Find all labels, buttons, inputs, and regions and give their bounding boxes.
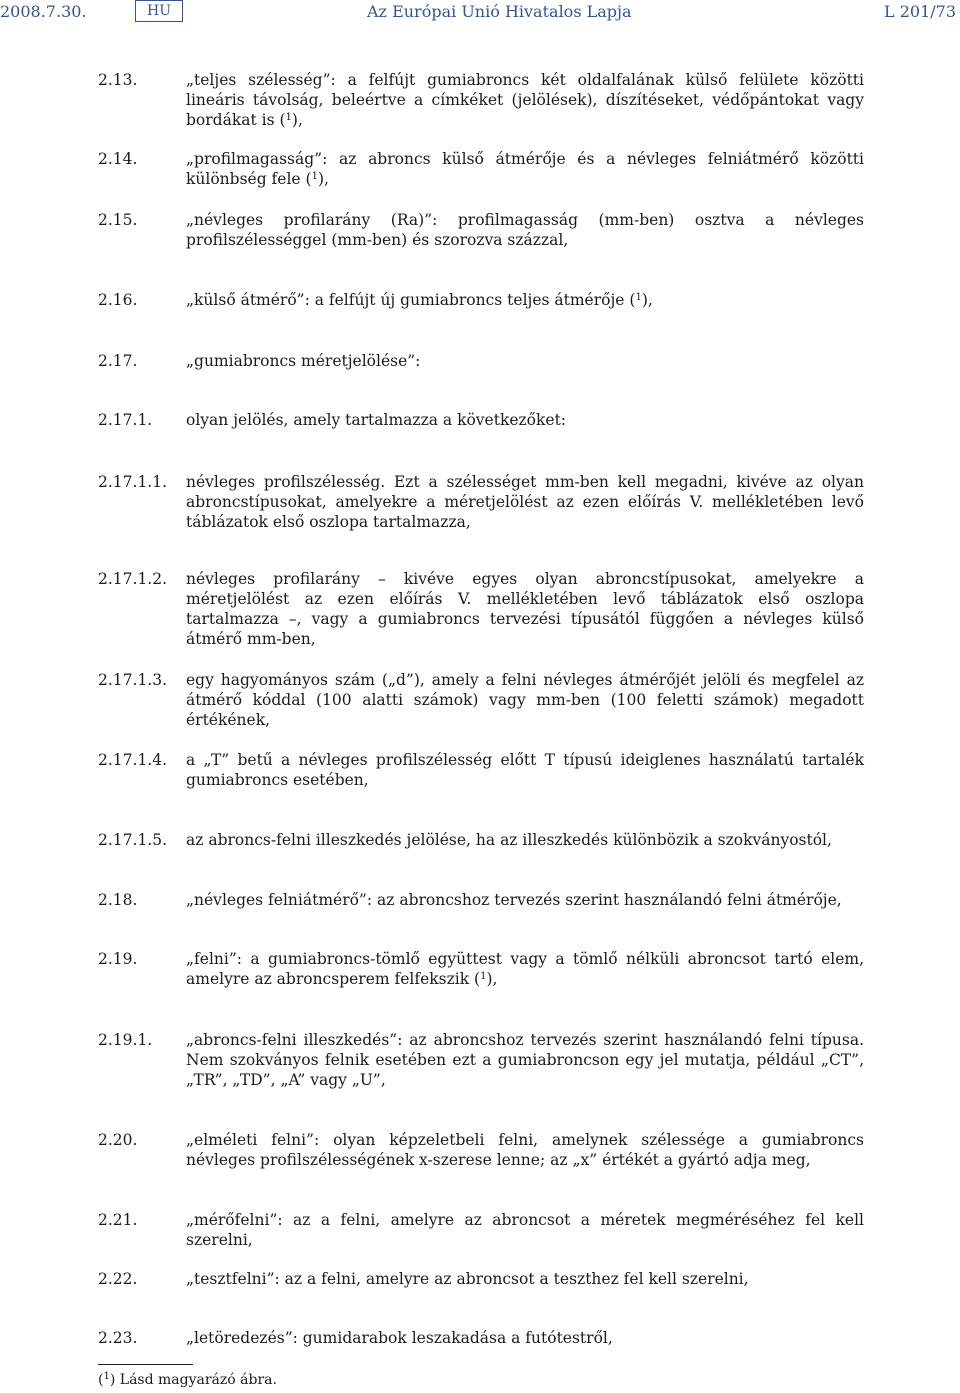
item-text-body: „profilmagasság”: az abroncs külső átmérője és a névleges felniátmérő közötti különbség fele ( [186, 150, 864, 188]
footnote-mark: 1 [103, 1371, 110, 1382]
item-number: 2.18. [98, 891, 138, 909]
item-number: 2.17.1.4. [98, 751, 168, 769]
item-text [186, 149, 864, 189]
item-text-body: „tesztfelni”: az a felni, amelyre az abroncsot a teszthez fel kell szerelni, [186, 1270, 749, 1288]
item-text [186, 1030, 864, 1090]
item-text-tail: ), [291, 111, 303, 129]
footnote-reference: 1 [480, 971, 487, 982]
item-text-body: névleges profilszélesség. Ezt a szélességet mm-ben kell megadni, kivéve az olyan abroncstípusokat, amelyekre a méretjelölést az ezen előírás V. mellékletében levő táblázatok első oszlopa tartalmazza, [186, 473, 864, 531]
item-number: 2.22. [98, 1270, 138, 1288]
item-text-body: „névleges felniátmérő”: az abroncshoz tervezés szerint használandó felni átmérője, [186, 891, 842, 909]
item-number: 2.17.1.2. [98, 570, 168, 588]
item-number: 2.21. [98, 1211, 138, 1229]
item-text-body: olyan jelölés, amely tartalmazza a következőket: [186, 411, 567, 429]
item-text [186, 569, 864, 649]
item-text [186, 351, 864, 371]
item-text-tail: ), [317, 170, 329, 188]
publication-date: 2008.7.30. [0, 2, 87, 21]
item-number: 2.17.1.1. [98, 473, 168, 491]
journal-title: Az Európai Unió Hivatalos Lapja [367, 2, 632, 21]
footnote-text: Lásd magyarázó ábra. [119, 1372, 277, 1388]
item-text-body: a „T” betű a névleges profilszélesség előtt T típusú ideiglenes használatú tartalék gumiabroncs esetében, [186, 751, 864, 789]
item-number: 2.17. [98, 352, 138, 370]
item-text-body: „felni”: a gumiabroncs-tömlő együttest vagy a tömlő nélküli abroncsot tartó elem, amelyre az abroncsperem felfekszik ( [186, 950, 864, 988]
item-number: 2.23. [98, 1329, 138, 1347]
page-header [0, 0, 960, 26]
item-text [186, 290, 864, 310]
language-badge: HU [135, 0, 183, 22]
footnote-reference: 1 [311, 171, 318, 182]
item-text [186, 1328, 864, 1348]
item-number: 2.16. [98, 291, 138, 309]
item-text [186, 1130, 864, 1170]
item-text-body: „teljes szélesség”: a felfújt gumiabroncs két oldalfalának külső felülete közötti lineáris távolság, beleértve a címkéket (jelölések), díszítéseket, védőpántokat vagy bordákat is ( [186, 71, 864, 129]
item-number: 2.17.1.5. [98, 831, 168, 849]
item-text-tail: ), [486, 970, 498, 988]
item-number: 2.17.1.3. [98, 671, 168, 689]
item-text-body: „gumiabroncs méretjelölése”: [186, 352, 421, 370]
item-text-tail: ), [641, 291, 653, 309]
item-number: 2.13. [98, 71, 138, 89]
item-number: 2.19.1. [98, 1031, 153, 1049]
item-text [186, 70, 864, 130]
item-text-body: „mérőfelni”: az a felni, amelyre az abroncsot a méretek megméréséhez fel kell szerelni, [186, 1211, 864, 1249]
item-text [186, 670, 864, 730]
item-text [186, 210, 864, 250]
item-text-body: „névleges profilarány (Ra)”: profilmagasság (mm-ben) osztva a névleges profilszélességgel (mm-ben) és szorozva százzal, [186, 211, 864, 249]
item-text [186, 830, 864, 850]
item-number: 2.15. [98, 211, 138, 229]
footnote: ($^1$) Lásd magyarázó ábra. [98, 1371, 277, 1388]
item-text [186, 750, 864, 790]
item-text [186, 472, 864, 532]
item-text-body: az abroncs-felni illeszkedés jelölése, ha az illeszkedés különbözik a szokványostól, [186, 831, 832, 849]
item-text-body: „elméleti felni”: olyan képzeletbeli felni, amelynek szélessége a gumiabroncs névleges profilszélességének x-szerese lenne; az „x” értékét a gyártó adja meg, [186, 1131, 864, 1169]
footnote-divider [98, 1364, 193, 1365]
item-text [186, 1269, 864, 1289]
item-text-body: egy hagyományos szám („d”), amely a felni névleges átmérőjét jelöli és megfelel az átmérő kóddal (100 alatti számok) vagy mm-ben (100 feletti számok) megadott értékének, [186, 671, 864, 729]
footnote-reference: 1 [285, 112, 292, 123]
item-text-body: „letöredezés”: gumidarabok leszakadása a futótestről, [186, 1329, 613, 1347]
item-text-body: „külső átmérő”: a felfújt új gumiabroncs teljes átmérője ( [186, 291, 636, 309]
item-text [186, 890, 864, 910]
item-number: 2.17.1. [98, 411, 153, 429]
item-text-body: névleges profilarány – kivéve egyes olyan abroncstípusokat, amelyekre a méretjelölést az ezen előírás V. mellékletében levő táblázatok első oszlopa tartalmazza –, vagy a gumiabroncs tervezési típusától függően a névleges külső átmérő mm-ben, [186, 570, 864, 648]
item-number: 2.19. [98, 950, 138, 968]
item-text [186, 949, 864, 989]
item-text-body: „abroncs-felni illeszkedés”: az abroncshoz tervezés szerint használandó felni típusa. Nem szokványos felnik esetében ezt a gumiabroncson egy jel mutatja, például „CT”, „TR”, „TD”, „A” vagy „U”, [186, 1031, 864, 1089]
item-text [186, 410, 864, 430]
item-number: 2.20. [98, 1131, 138, 1149]
footnote-reference: 1 [635, 292, 642, 303]
page-reference: L 201/73 [884, 2, 956, 21]
item-number: 2.14. [98, 150, 138, 168]
item-text [186, 1210, 864, 1250]
